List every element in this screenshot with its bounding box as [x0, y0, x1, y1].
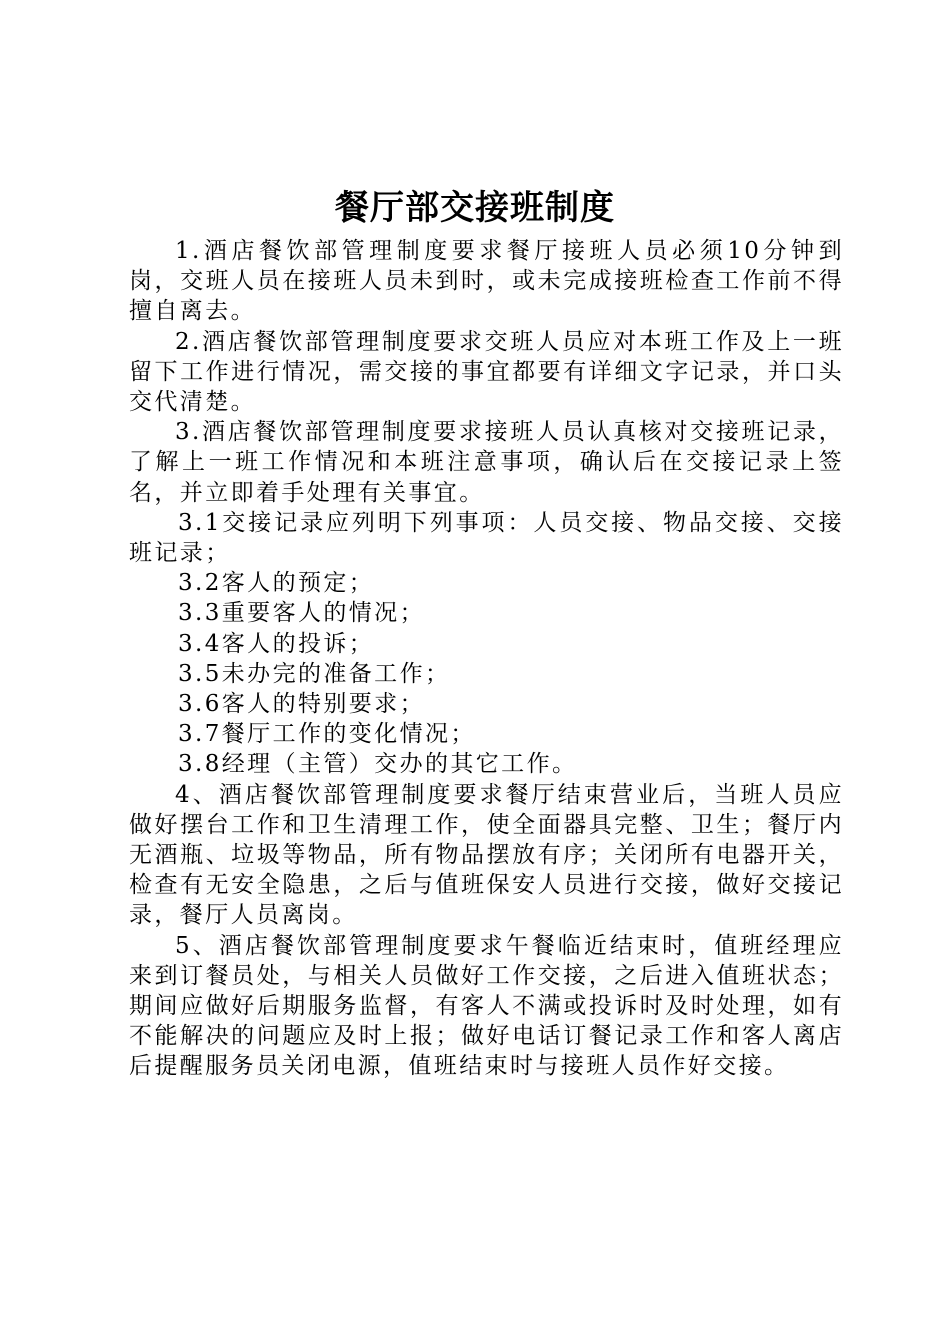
clause-3-3: 3.3重要客人的情况； [178, 600, 425, 627]
clause-3-6: 3.6客人的特别要求； [178, 691, 425, 718]
document-body [129, 236, 844, 1082]
document-title: 餐厅部交接班制度 [335, 188, 615, 228]
clause-3-2: 3.2客人的预定； [178, 570, 375, 597]
clause-3-5: 3.5未办完的准备工作； [178, 660, 451, 687]
clause-3-7: 3.7餐厅工作的变化情况； [178, 721, 476, 748]
clause-3-8: 3.8经理（主管）交办的其它工作。 [178, 751, 578, 778]
paragraph-5: 5、酒店餐饮部管理制度要求午餐临近结束时，值班经理应来到订餐员处，与相关人员做好工作交接，之后进入值班状态；期间应做好后期服务监督，有客人不满或投诉时及时处理，如有不能解决的问题应及时上报；做好电话订餐记录工作和客人离店后提醒服务员关闭电源，值班结束时与接班人员作好交接。 [129, 932, 844, 1080]
clause-3-4: 3.4客人的投诉； [178, 630, 375, 657]
paragraph-3: 3.酒店餐饮部管理制度要求接班人员认真核对交接班记录，了解上一班工作情况和本班注意事项，确认后在交接记录上签名，并立即着手处理有关事宜。 [129, 419, 844, 506]
paragraph-1: 1.酒店餐饮部管理制度要求餐厅接班人员必须10分钟到岗，交班人员在接班人员未到时，或未完成接班检查工作前不得擅自离去。 [129, 238, 844, 325]
clause-3-1: 3.1交接记录应列明下列事项：人员交接、物品交接、交接班记录； [129, 509, 844, 567]
paragraph-4: 4、酒店餐饮部管理制度要求餐厅结束营业后，当班人员应做好摆台工作和卫生清理工作，使全面器具完整、卫生；餐厅内无酒瓶、垃圾等物品，所有物品摆放有序；关闭所有电器开关，检查有无安全隐患，之后与值班保安人员进行交接，做好交接记录，餐厅人员离岗。 [129, 781, 844, 929]
paragraph-2: 2.酒店餐饮部管理制度要求交班人员应对本班工作及上一班留下工作进行情况，需交接的事宜都要有详细文字记录，并口头交代清楚。 [129, 328, 844, 416]
